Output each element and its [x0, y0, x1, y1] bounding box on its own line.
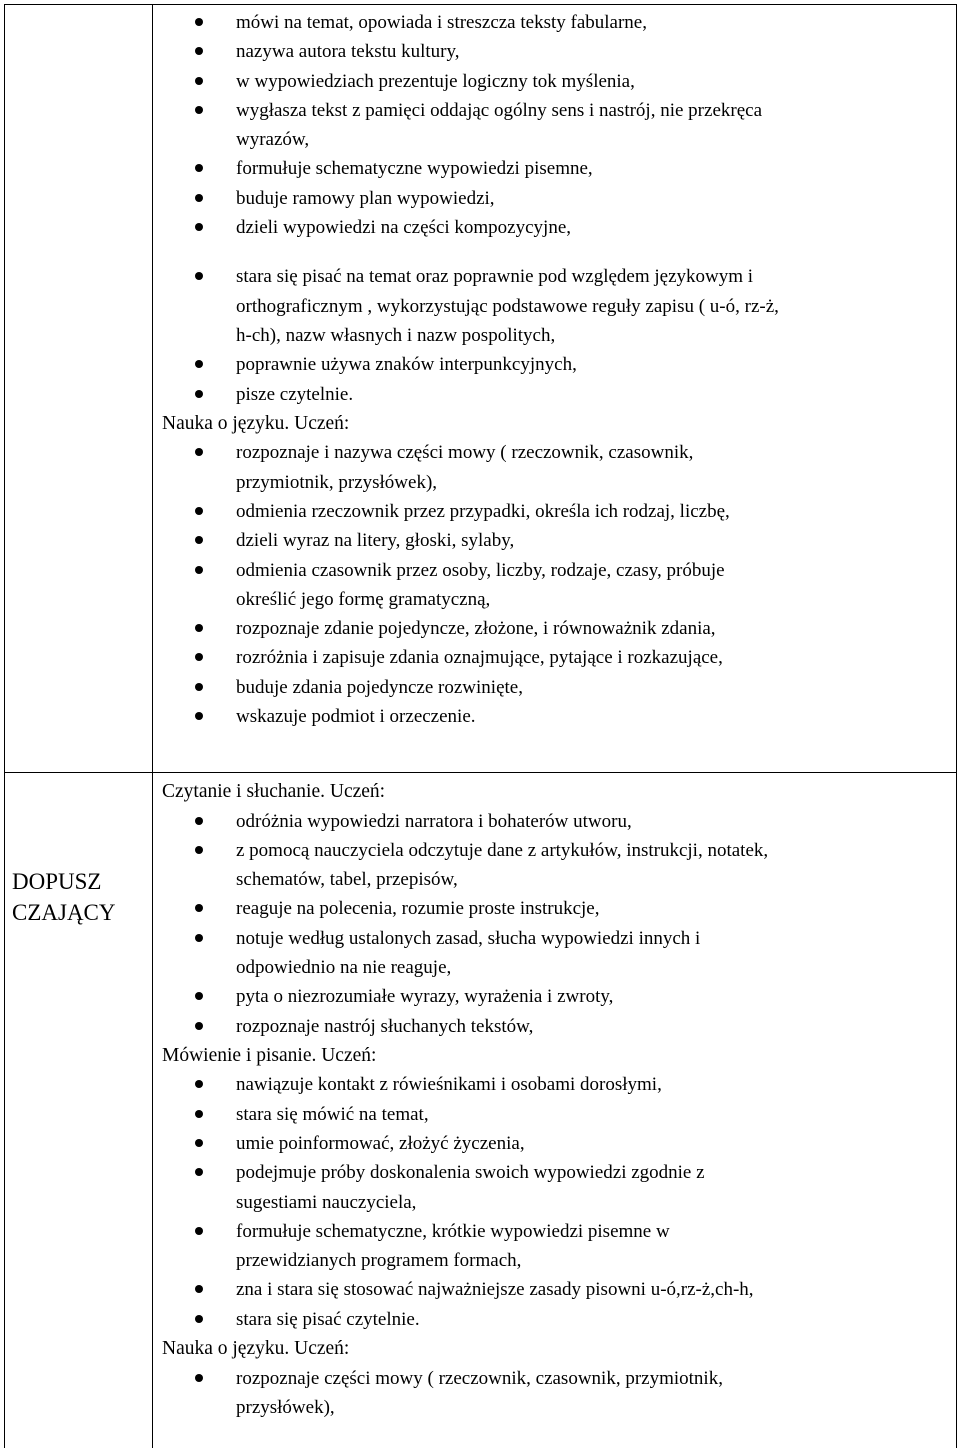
- row-divider: [4, 772, 957, 773]
- list-item: dzieli wyraz na litery, głoski, sylaby,: [162, 526, 942, 555]
- list-item: pisze czytelnie.: [162, 380, 942, 409]
- requirements-cell-dopuszczajacy: [162, 777, 942, 1422]
- list-item: zna i stara się stosować najważniejsze zasady pisowni u-ó,rz-ż,ch-h,: [162, 1275, 942, 1304]
- list-item: wskazuje podmiot i orzeczenie.: [162, 702, 942, 731]
- list-item: z pomocą nauczyciela odczytuje dane z artykułów, instrukcji, notatek, schematów, tabel, przepisów,: [162, 836, 942, 895]
- list-item: buduje ramowy plan wypowiedzi,: [162, 184, 942, 213]
- bullet-list: [162, 8, 942, 242]
- list-item: poprawnie używa znaków interpunkcyjnych,: [162, 350, 942, 379]
- list-item: buduje zdania pojedyncze rozwinięte,: [162, 673, 942, 702]
- requirements-cell-previous-grade: [162, 8, 942, 731]
- list-item: umie poinformować, złożyć życzenia,: [162, 1129, 942, 1158]
- list-item: formułuje schematyczne wypowiedzi pisemne,: [162, 154, 942, 183]
- list-item: rozpoznaje części mowy ( rzeczownik, czasownik, przymiotnik, przysłówek),: [162, 1364, 942, 1423]
- list-item: rozróżnia i zapisuje zdania oznajmujące, pytające i rozkazujące,: [162, 643, 942, 672]
- spacer: [162, 242, 942, 262]
- list-item: notuje według ustalonych zasad, słucha wypowiedzi innych i odpowiednio na nie reaguje,: [162, 924, 942, 983]
- bullet-list: [162, 1364, 942, 1423]
- list-item: wygłasza tekst z pamięci oddając ogólny sens i nastrój, nie przekręca wyrazów,: [162, 96, 942, 155]
- list-item: reaguje na polecenia, rozumie proste instrukcje,: [162, 894, 942, 923]
- list-item: dzieli wypowiedzi na części kompozycyjne,: [162, 213, 942, 242]
- list-item: rozpoznaje zdanie pojedyncze, złożone, i równoważnik zdania,: [162, 614, 942, 643]
- bullet-list: [162, 807, 942, 1041]
- list-item: stara się pisać na temat oraz poprawnie pod względem językowym i orthograficznym , wykorzystując podstawowe reguły zapisu ( u-ó, rz-ż, h-ch), nazw własnych i nazw pospolitych,: [162, 262, 942, 350]
- list-item: odmienia rzeczownik przez przypadki, określa ich rodzaj, liczbę,: [162, 497, 942, 526]
- list-item: rozpoznaje i nazywa części mowy ( rzeczownik, czasownik, przymiotnik, przysłówek),: [162, 438, 942, 497]
- list-item: rozpoznaje nastrój słuchanych tekstów,: [162, 1012, 942, 1041]
- bullet-list: [162, 262, 942, 408]
- section-heading-language: Nauka o języku. Uczeń:: [162, 1338, 350, 1360]
- list-item: pyta o niezrozumiałe wyrazy, wyrażenia i zwroty,: [162, 982, 942, 1011]
- section-heading-language: Nauka o języku. Uczeń:: [162, 412, 350, 434]
- list-item: podejmuje próby doskonalenia swoich wypowiedzi zgodnie z sugestiami nauczyciela,: [162, 1158, 942, 1217]
- bullet-list: [162, 1070, 942, 1334]
- list-item: nawiązuje kontakt z rówieśnikami i osobami dorosłymi,: [162, 1070, 942, 1099]
- list-item: nazywa autora tekstu kultury,: [162, 37, 942, 66]
- bullet-list: [162, 438, 942, 731]
- list-item: mówi na temat, opowiada i streszcza teksty fabularne,: [162, 8, 942, 37]
- list-item: odmienia czasownik przez osoby, liczby, rodzaje, czasy, próbuje określić jego formę gramatyczną,: [162, 556, 942, 615]
- list-item: odróżnia wypowiedzi narratora i bohaterów utworu,: [162, 807, 942, 836]
- list-item: stara się pisać czytelnie.: [162, 1305, 942, 1334]
- list-item: formułuje schematyczne, krótkie wypowiedzi pisemne w przewidzianych programem formach,: [162, 1217, 942, 1276]
- list-item: w wypowiedziach prezentuje logiczny tok myślenia,: [162, 67, 942, 96]
- grade-label: DOPUSZ CZAJĄCY: [12, 869, 116, 925]
- column-divider: [152, 4, 153, 1448]
- section-heading-reading: Czytanie i słuchanie. Uczeń:: [162, 781, 386, 802]
- section-heading-speaking: Mówienie i pisanie. Uczeń:: [162, 1044, 377, 1066]
- list-item: stara się mówić na temat,: [162, 1100, 942, 1129]
